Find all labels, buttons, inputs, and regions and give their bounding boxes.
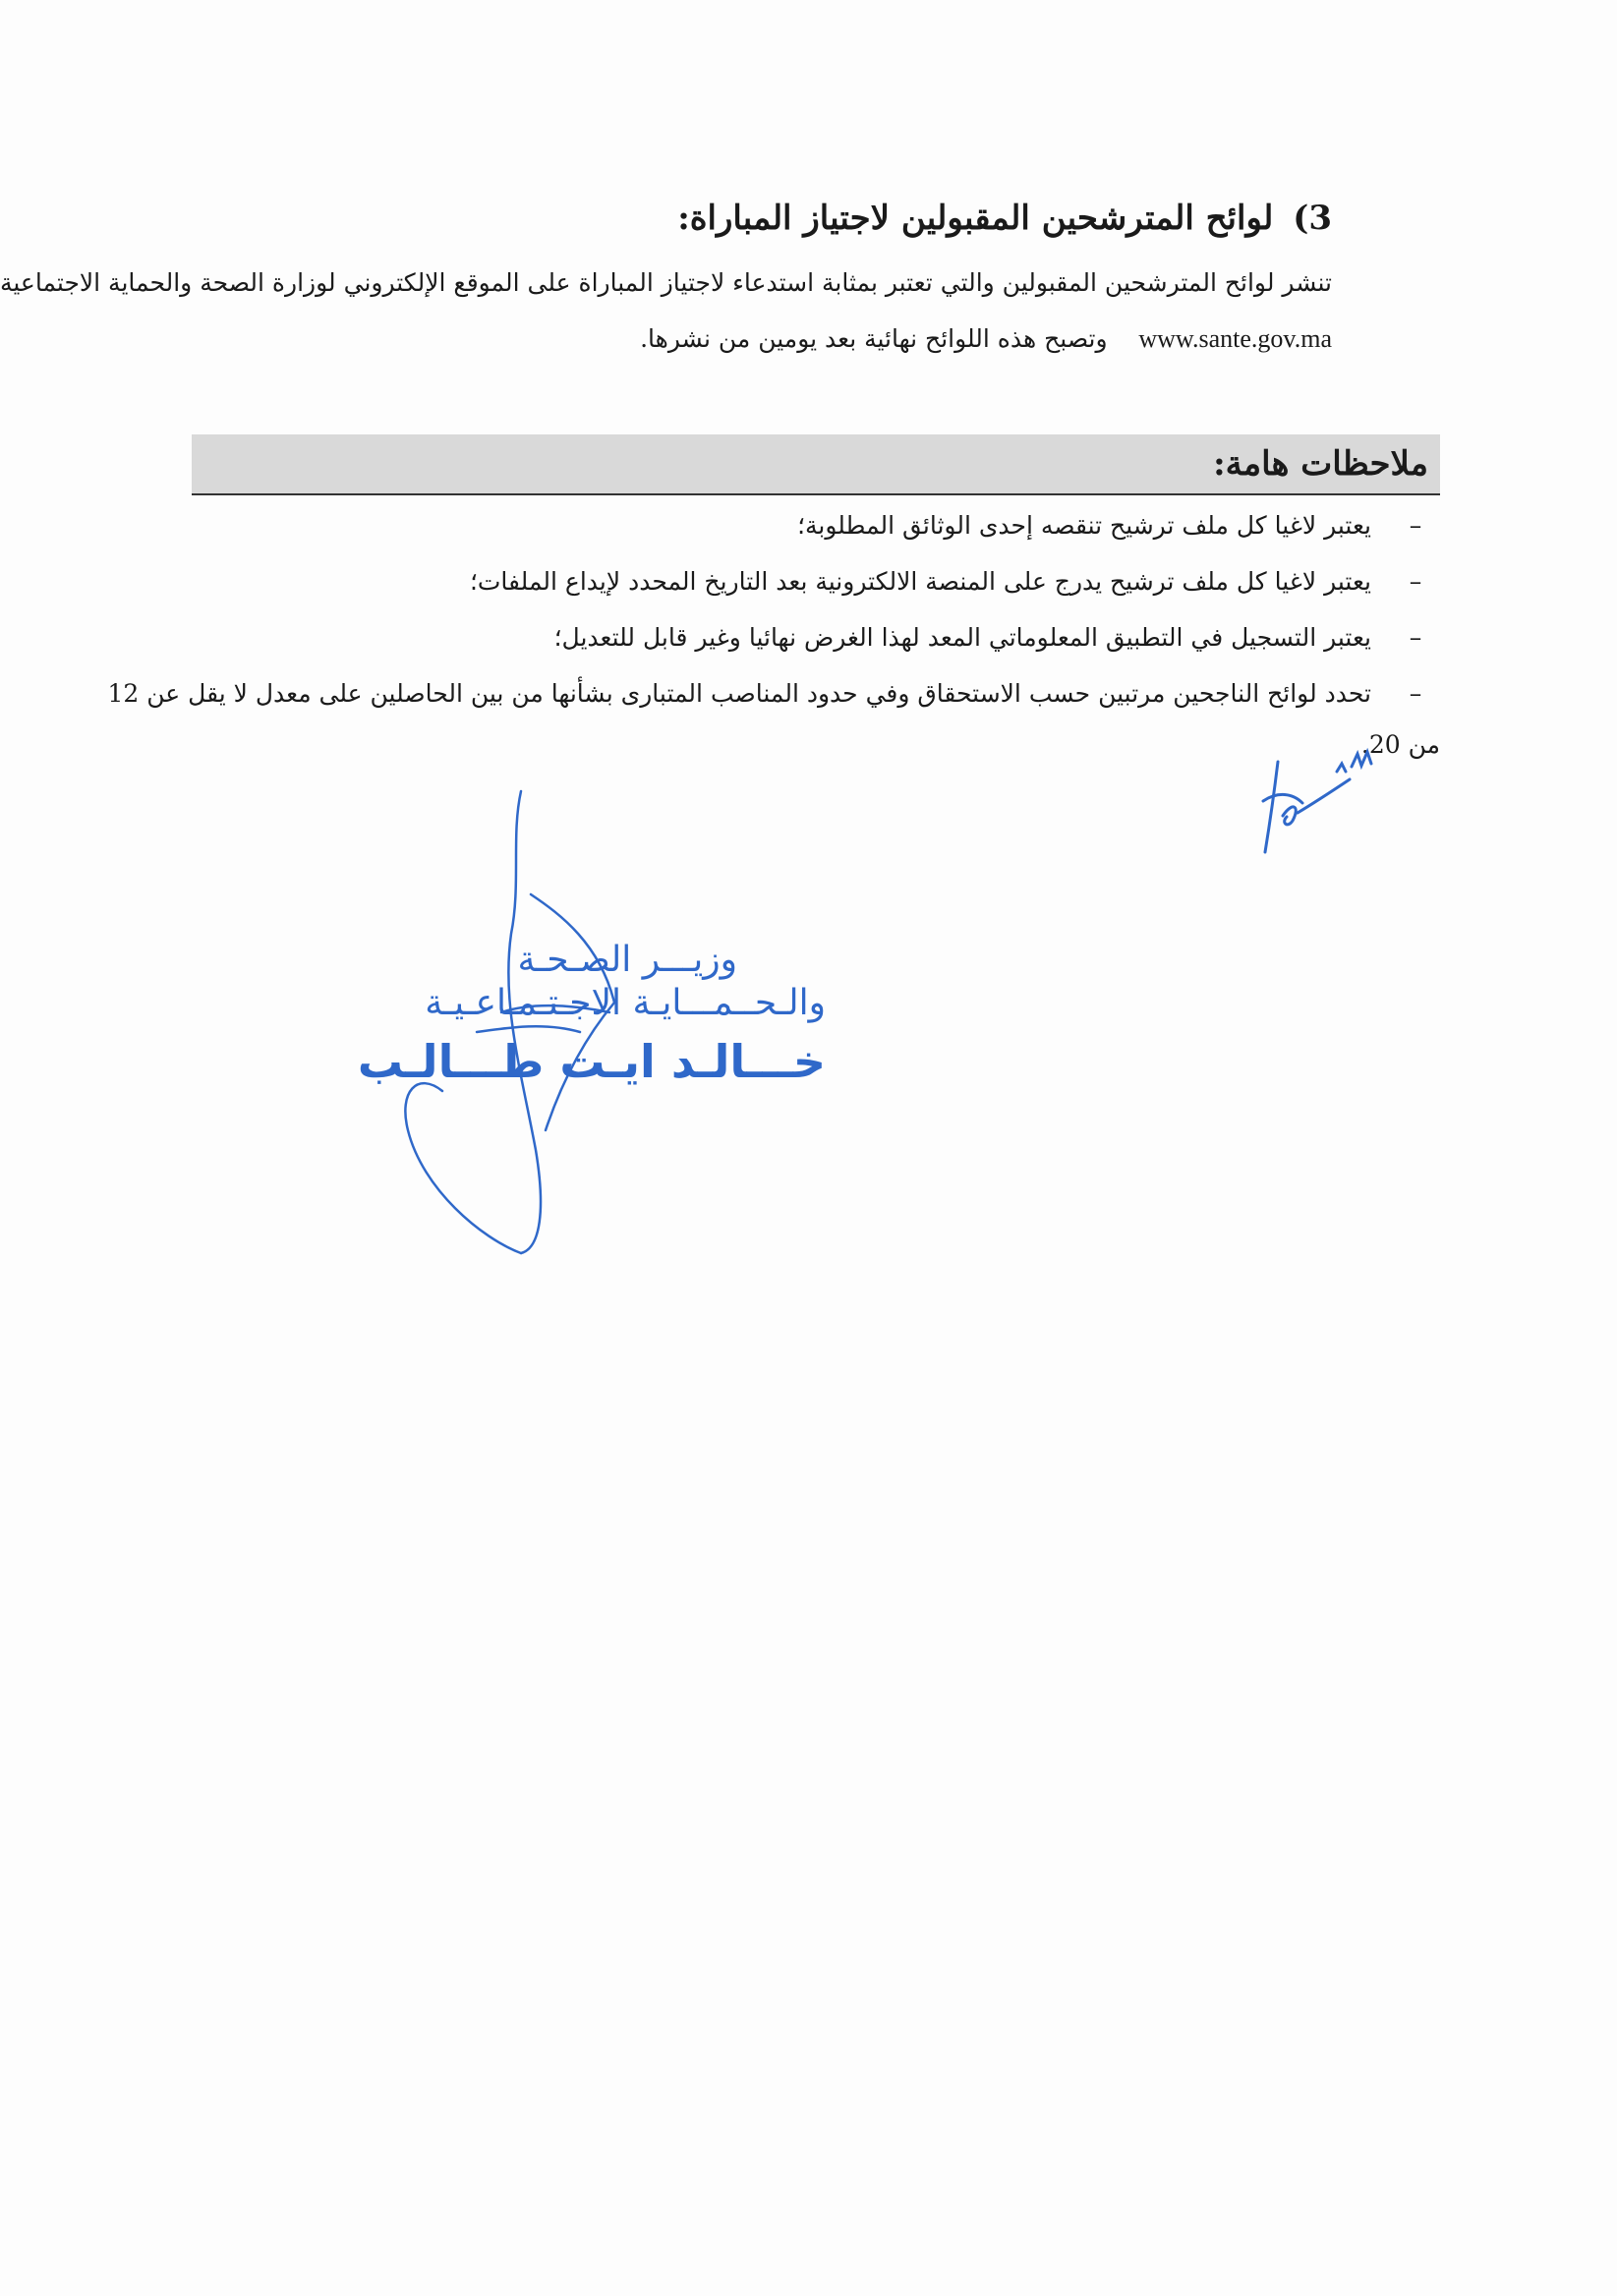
section-title: لوائح المترشحين المقبولين لاجتياز المباراة:	[677, 199, 1274, 238]
note-item	[162, 618, 1440, 658]
note-dash: –	[1409, 567, 1422, 596]
notes-banner	[192, 434, 1440, 495]
note-item	[107, 674, 1440, 714]
note-item	[162, 562, 1440, 602]
section-3-heading	[447, 195, 1332, 242]
paragraph-line-2-text: وتصبح هذه اللوائح نهائية بعد يومين من نشرها.	[640, 324, 1108, 353]
note-dash: –	[1409, 511, 1422, 540]
note-dash: –	[1409, 679, 1422, 708]
stamp-line-name: خـــالـد ايـت طـــالـب	[357, 1035, 826, 1088]
note-item-continuation: من 20.	[1360, 730, 1440, 759]
note-dash: –	[1409, 623, 1422, 652]
note-text: يعتبر لاغيا كل ملف ترشيح تنقصه إحدى الوثائق المطلوبة؛	[797, 511, 1371, 540]
website-link[interactable]: www.sante.gov.ma	[1138, 324, 1332, 353]
initials-signature	[1243, 742, 1391, 860]
note-text: تحدد لوائح الناجحين مرتبين حسب الاستحقاق وفي حدود المناصب المتبارى بشأنها من بين الحاصلين على معدل لا يقل عن 12	[107, 679, 1371, 708]
stamp-line-minister-title: وزيـــر الصـحـة	[517, 940, 737, 980]
section-3-paragraph-line-2	[202, 319, 1332, 359]
section-3-paragraph-line-1: تنشر لوائح المترشحين المقبولين والتي تعتبر بمثابة استدعاء لاجتياز المباراة على الموقع الإلكتروني لوزارة الصحة والحماية الاجتماعية	[0, 268, 1332, 297]
stamp-line-ministry: والـحــمـــايـة الاجـتـمـاعـيـة	[425, 983, 826, 1023]
note-item	[162, 506, 1440, 545]
note-text: يعتبر لاغيا كل ملف ترشيح يدرج على المنصة الالكترونية بعد التاريخ المحدد لإيداع الملفات؛	[469, 567, 1371, 596]
notes-title: ملاحظات هامة:	[1213, 444, 1428, 484]
section-number: 3)	[1293, 199, 1332, 238]
note-text: يعتبر التسجيل في التطبيق المعلوماتي المعد لهذا الغرض نهائيا وغير قابل للتعديل؛	[553, 623, 1371, 652]
minister-stamp	[357, 939, 826, 1098]
